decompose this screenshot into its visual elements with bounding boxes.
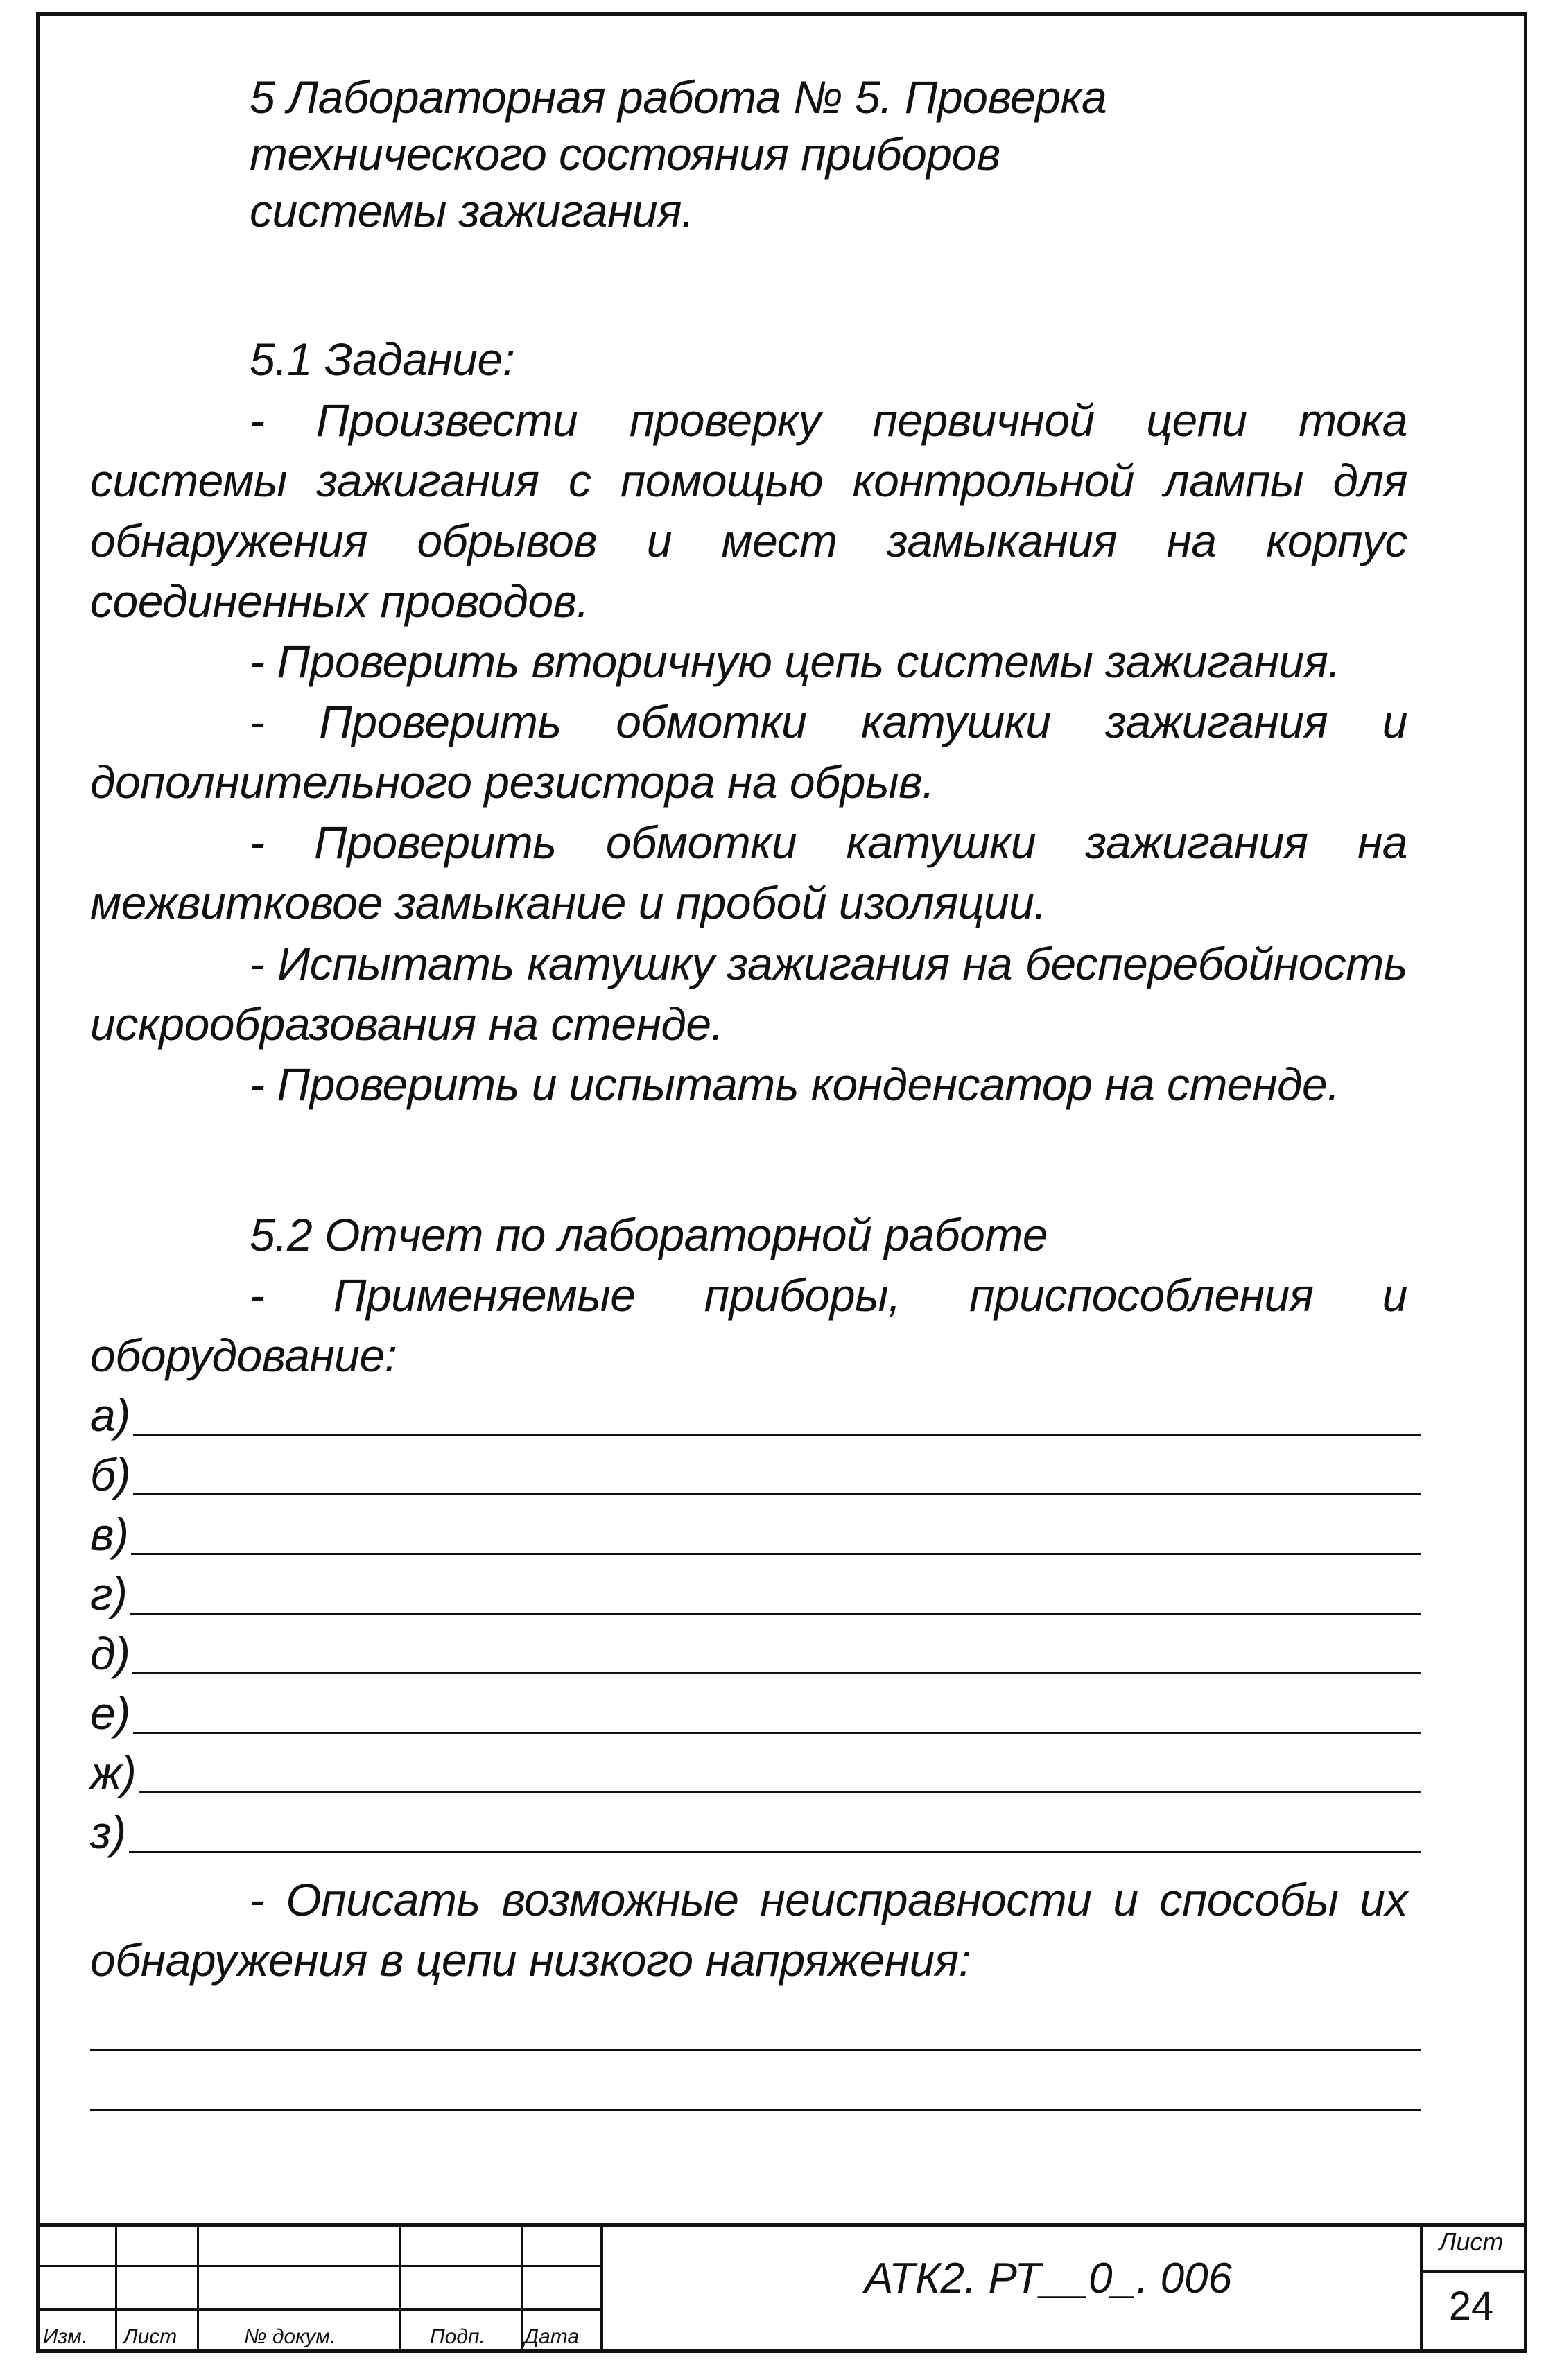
fill-line [133, 1434, 1421, 1436]
answer-line[interactable] [90, 1990, 1421, 2051]
task-item: - Проверить вторичную цепь системы зажигания. [250, 636, 1341, 688]
fill-line [131, 1553, 1421, 1555]
fill-line [133, 1732, 1421, 1734]
equipment-line[interactable] [90, 1684, 1407, 1744]
equipment-label: д) [90, 1628, 130, 1680]
equipment-label: г) [90, 1568, 128, 1620]
equipment-label: ж) [90, 1747, 137, 1799]
fill-line [130, 1613, 1421, 1615]
equipment-line[interactable] [90, 1744, 1407, 1803]
stamp-col-label: Изм. [43, 2325, 87, 2348]
equipment-label: з) [90, 1807, 126, 1859]
stamp-col-label: Дата [524, 2325, 580, 2348]
document-code: АТК2. РТ__0_. 006 [864, 2255, 1233, 2302]
document-body [90, 69, 1407, 2111]
equipment-line[interactable] [90, 1505, 1407, 1565]
fill-line [129, 1851, 1421, 1853]
equipment-label: а) [90, 1389, 130, 1441]
equipment-line[interactable] [90, 1565, 1407, 1624]
answer-line[interactable] [90, 2051, 1421, 2111]
title-block [36, 2223, 1527, 2353]
task-item: - Испытать катушку зажигания на бесперебойность искрообразования на стенде. [90, 937, 1407, 1050]
stamp-col-label: Подп. [430, 2325, 485, 2348]
equipment-label: е) [90, 1687, 130, 1739]
fill-line [132, 1672, 1421, 1674]
equipment-line[interactable] [90, 1803, 1407, 1863]
sheet-number: 24 [1448, 2284, 1494, 2329]
stamp-col-label: Лист [123, 2325, 177, 2348]
sheet-label: Лист [1439, 2227, 1504, 2256]
task-item: - Проверить обмотки катушки зажигания и дополнительного резистора на обрыв. [90, 696, 1407, 808]
task-item: - Произвести проверку первичной цепи тока системы зажигания с помощью контрольной лампы для обнаружения обрывов и мест замыкания на корпус соединенных проводов. [90, 394, 1407, 627]
fill-line [133, 1493, 1421, 1495]
equipment-label: в) [90, 1509, 129, 1561]
equipment-line[interactable] [90, 1386, 1407, 1445]
page-title: 5 Лабораторная работа № 5. Проверка технического состояния приборов системы зажигания. [250, 71, 1107, 236]
task-heading: 5.1 Задание: [250, 333, 515, 385]
task-item: - Проверить и испытать конденсатор на стенде. [250, 1058, 1340, 1110]
equipment-line[interactable] [90, 1624, 1407, 1684]
equipment-label: б) [90, 1449, 131, 1501]
task-item: - Проверить обмотки катушки зажигания на межвитковое замыкание и пробой изоляции. [90, 817, 1407, 929]
equipment-line[interactable] [90, 1445, 1407, 1505]
stamp-col-label: № докум. [244, 2325, 336, 2348]
faults-prompt: - Описать возможные неисправности и способы их обнаружения в цепи низкого напряжения: [90, 1874, 1407, 1986]
fill-line [139, 1791, 1421, 1793]
report-heading: 5.2 Отчет по лабораторной работе [250, 1208, 1048, 1260]
equipment-prompt: - Применяемые приборы, приспособления и оборудование: [90, 1269, 1407, 1382]
